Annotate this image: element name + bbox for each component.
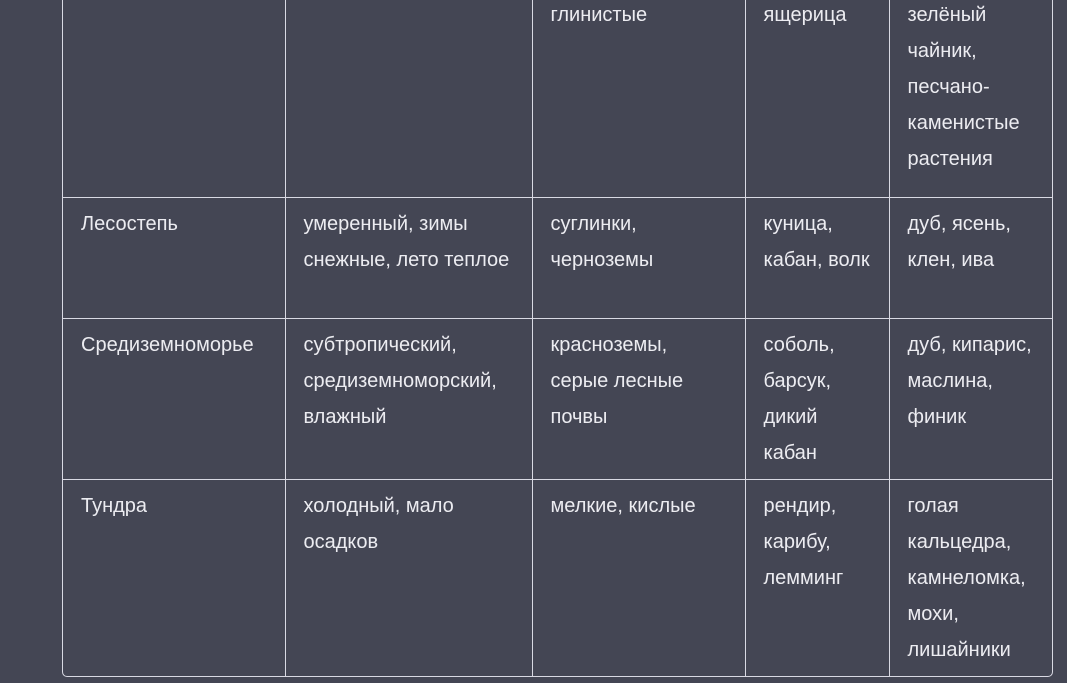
table-row	[63, 318, 1053, 479]
table-row	[63, 0, 1053, 197]
flora-cell: дуб, кипарис, маслина, финик	[889, 318, 1053, 479]
zone-cell: Средиземноморье	[63, 318, 285, 479]
table	[63, 0, 1053, 676]
climate-cell: субтропический, средиземноморский, влажный	[285, 318, 532, 479]
fauna-cell: куница, кабан, волк	[745, 197, 889, 318]
climate-cell: холодный, мало осадков	[285, 479, 532, 676]
natural-zones-table	[62, 0, 1053, 677]
soils-cell: красноземы, серые лесные почвы	[532, 318, 745, 479]
zone-cell: Лесостепь	[63, 197, 285, 318]
zone-cell	[63, 0, 285, 197]
flora-cell: голая кальцедра, камнеломка, мохи, лишайники	[907, 494, 1026, 661]
fauna-cell: ящерица	[745, 0, 889, 197]
fauna-cell: соболь, барсук, дикий кабан	[745, 318, 889, 479]
table-row	[63, 479, 1053, 676]
soils-cell: мелкие, кислые	[532, 479, 745, 676]
table-row	[63, 197, 1053, 318]
zone-cell: Тундра	[63, 479, 285, 676]
climate-cell: умеренный, зимы снежные, лето теплое	[285, 197, 532, 318]
soils-cell: глинистые	[532, 0, 745, 197]
flora-cell: зелёный чайник, песчано-каменистые растения	[889, 0, 1053, 197]
soils-cell: суглинки, черноземы	[532, 197, 745, 318]
climate-cell	[285, 0, 532, 197]
flora-cell: дуб, ясень, клен, ива	[889, 197, 1053, 318]
fauna-cell: рендир, карибу, лемминг	[745, 479, 889, 676]
